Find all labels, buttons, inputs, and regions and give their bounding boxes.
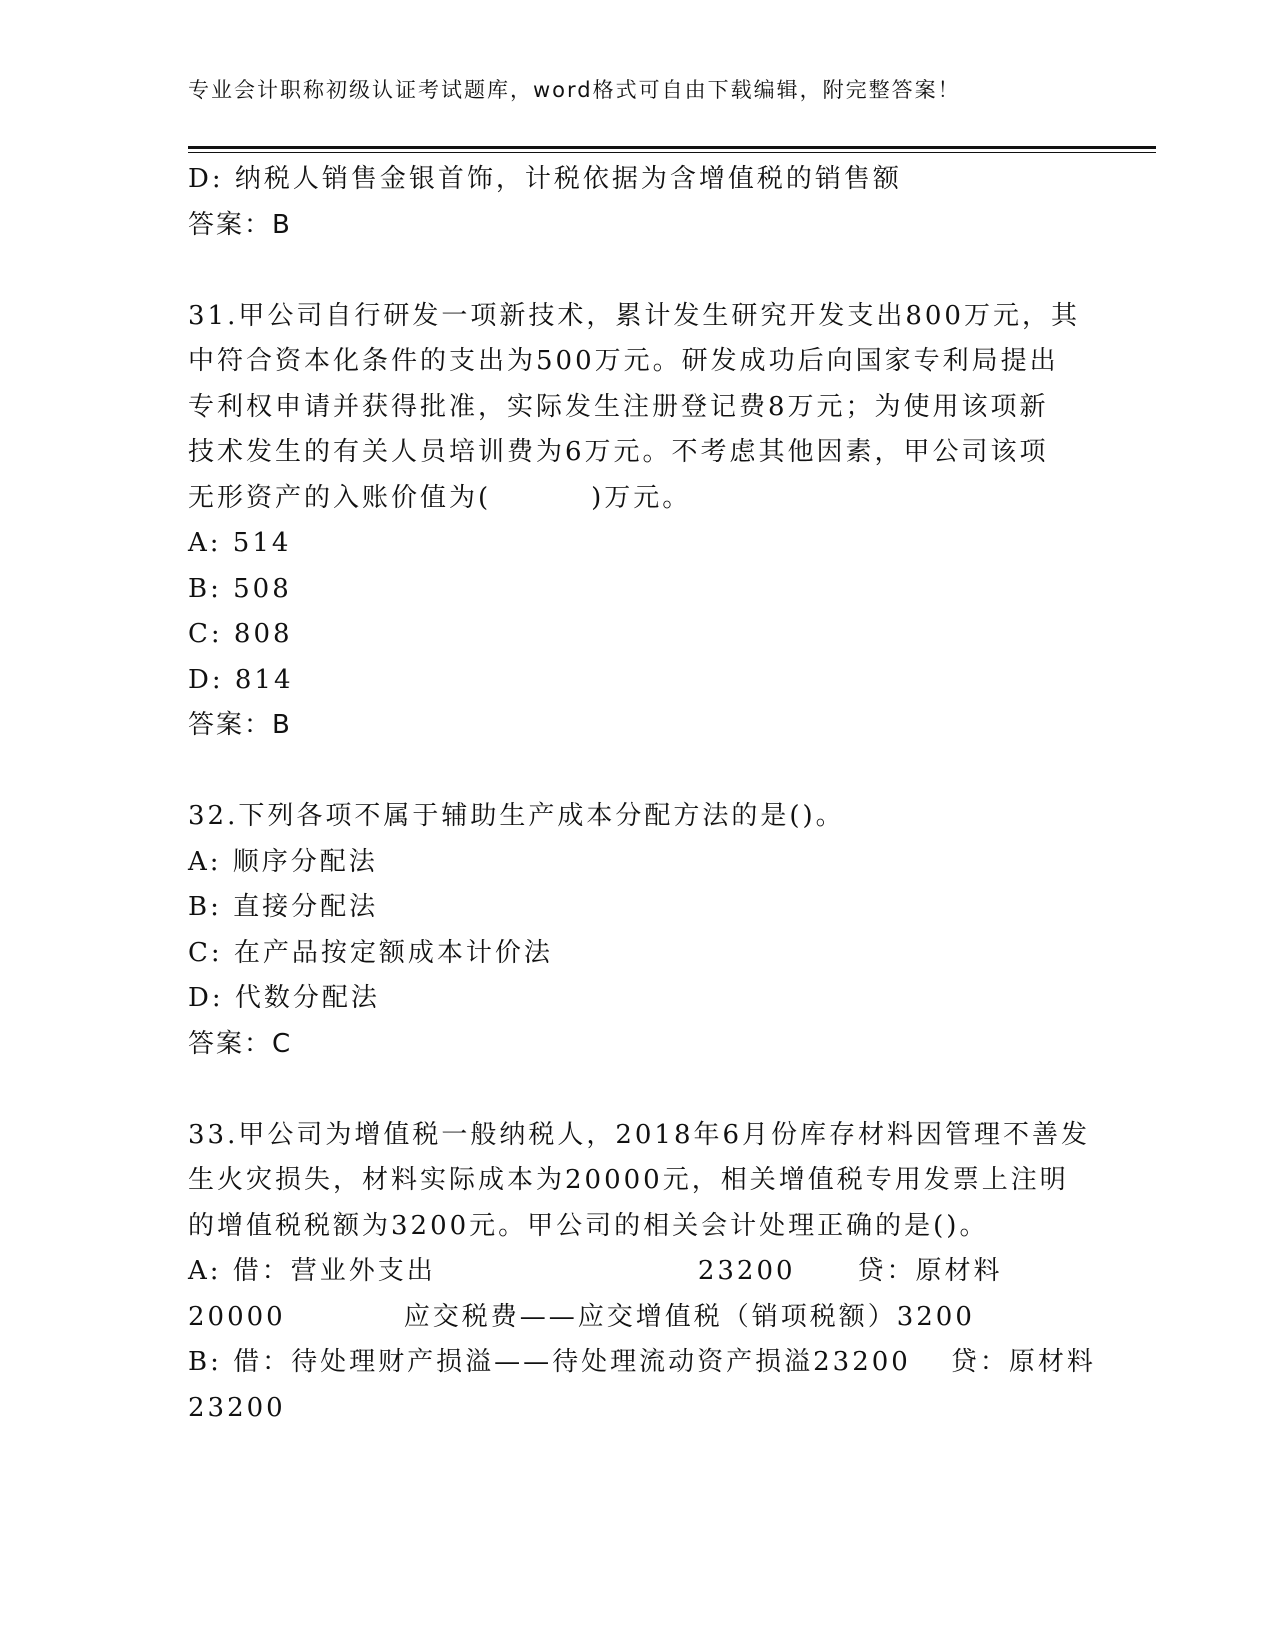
q33-option-a-credit: 贷：原材料 [857,1256,1003,1286]
q31-stem-line-4: 技术发生的有关人员培训费为6万元。不考虑其他因素，甲公司该项 [188,437,1049,467]
q33-option-a-line-1 [188,1249,1088,1295]
q31-option-a: A: 514 [188,528,292,558]
q31-stem-after-blank: )万元。 [591,482,692,513]
q32-answer: 答案：C [188,1028,293,1059]
q32-option-d: D: 代数分配法 [188,983,380,1013]
q32-option-c: C: 在产品按定额成本计价法 [188,937,553,968]
q31-stem-line-3: 专利权申请并获得批准，实际发生注册登记费8万元；为使用该项新 [188,391,1049,422]
header-rule-thin [188,152,1156,153]
q33-option-a-credit-amount: 20000 [188,1301,286,1332]
q33-stem-line-1: 33.甲公司为增值税一般纳税人，2018年6月份库存材料因管理不善发 [188,1119,1091,1150]
question-content [188,157,1096,1431]
q32-stem: 32.下列各项不属于辅助生产成本分配方法的是()。 [188,801,845,831]
q33-option-a-tax-entry: 应交税费——应交增值税（销项税额）3200 [403,1301,975,1332]
q31-option-b: B: 508 [188,573,292,604]
q32-option-a: A: 顺序分配法 [188,846,378,877]
q33-option-a-amount: 23200 [697,1256,796,1286]
q33-option-b-debit: B: 借：待处理财产损溢——待处理流动资产损溢23200 [188,1347,911,1377]
q31-stem-line-5 [188,476,1088,522]
q31-stem-before-blank: 无形资产的入账价值为( [188,482,492,513]
q33-stem-line-2: 生火灾损失，材料实际成本为20000元，相关增值税专用发票上注明 [188,1165,1069,1195]
q30-answer: 答案：B [188,209,292,240]
q31-option-c: C: 808 [188,619,293,649]
page-header: 专业会计职称初级认证考试题库，word格式可自由下载编辑，附完整答案！ [188,78,961,102]
q31-stem-line-2: 中符合资本化条件的支出为500万元。研发成功后向国家专利局提出 [188,346,1059,376]
q30-option-d: D: 纳税人销售金银首饰，计税依据为含增值税的销售额 [188,164,902,194]
q33-option-a-line-2 [188,1295,1088,1341]
q33-stem-line-3: 的增值税税额为3200元。甲公司的相关会计处理正确的是()。 [188,1210,989,1241]
q33-option-b-credit: 贷：原材料 [950,1347,1096,1377]
header-rule-thick [188,146,1156,149]
q33-option-b-line-1 [188,1340,1096,1386]
q31-answer: 答案：B [188,710,292,740]
q31-option-d: D: 814 [188,664,294,695]
q32-option-b: B: 直接分配法 [188,892,379,922]
q33-option-b-line-2: 23200 [188,1392,286,1423]
q31-stem-line-1: 31.甲公司自行研发一项新技术，累计发生研究开发支出800万元，其 [188,300,1080,331]
q33-option-a-debit: A: 借：营业外支出 [188,1256,436,1286]
